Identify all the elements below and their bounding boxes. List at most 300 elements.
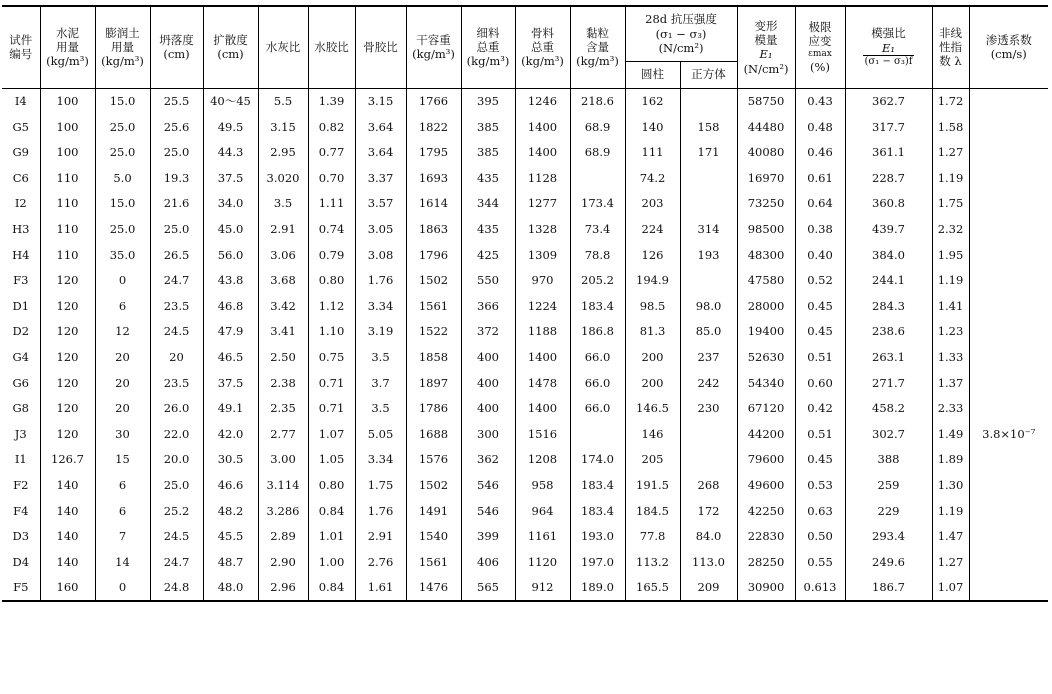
cell-fines: 300 bbox=[461, 421, 515, 447]
cell-clay: 78.8 bbox=[570, 242, 625, 268]
cell-spread: 49.5 bbox=[203, 114, 258, 140]
cell-cement: 110 bbox=[40, 216, 95, 242]
cell-nonlinear-index: 1.33 bbox=[932, 344, 969, 370]
cell-strain: 0.61 bbox=[795, 165, 845, 191]
cell-water-binder-ratio: 0.79 bbox=[308, 242, 355, 268]
cell-specimen-id: I4 bbox=[2, 88, 40, 114]
cell-specimen-id: D4 bbox=[12, 554, 30, 569]
cell-bentonite: 25.0 bbox=[95, 140, 150, 166]
cell-strength-cube: 171 bbox=[680, 140, 737, 166]
cell-nonlinear-index: 1.19 bbox=[932, 165, 969, 191]
cell-cement: 100 bbox=[40, 140, 95, 166]
cell-modulus-strength-ratio: 244.1 bbox=[845, 268, 932, 294]
table-row bbox=[2, 293, 1048, 319]
cell-cement: 140 bbox=[40, 549, 95, 575]
header-water-binder-ratio: 水胶比 bbox=[308, 6, 355, 88]
cell-water-cement-ratio: 3.06 bbox=[258, 242, 308, 268]
cell-clay: 197.0 bbox=[570, 549, 625, 575]
cell-slump: 19.3 bbox=[150, 165, 203, 191]
cell-aggregate-binder-ratio: 3.34 bbox=[355, 447, 406, 473]
header-fines: 细料 总重 (kg/m³) bbox=[461, 6, 515, 88]
cell-aggregate-binder-ratio: 5.05 bbox=[355, 421, 406, 447]
cell-strength-cylinder: 194.9 bbox=[625, 268, 680, 294]
cell-strength-cube: 158 bbox=[680, 114, 737, 140]
cell-modulus: 30900 bbox=[737, 575, 795, 602]
cell-permeability bbox=[969, 191, 1048, 217]
header-clay: 黏粒 含量 (kg/m³) bbox=[570, 6, 625, 88]
cell-water-binder-ratio: 0.84 bbox=[308, 575, 355, 602]
cell-strength-cube: 98.0 bbox=[680, 293, 737, 319]
cell-water-cement-ratio: 3.00 bbox=[258, 447, 308, 473]
cell-bentonite: 25.0 bbox=[95, 216, 150, 242]
cell-modulus: 28250 bbox=[737, 549, 795, 575]
cell-aggregate-binder-ratio: 3.05 bbox=[355, 216, 406, 242]
cell-strength-cube: 85.0 bbox=[680, 319, 737, 345]
cell-nonlinear-index: 1.27 bbox=[932, 549, 969, 575]
cell-modulus: 42250 bbox=[737, 498, 795, 524]
table-row bbox=[2, 114, 1048, 140]
cell-strength-cube bbox=[680, 447, 737, 473]
cell-permeability bbox=[969, 549, 1048, 575]
cell-aggregate-binder-ratio: 3.5 bbox=[355, 344, 406, 370]
cell-specimen-id: D3 bbox=[12, 529, 30, 544]
cell-dry-density: 1522 bbox=[406, 319, 461, 345]
cell-aggregate: 1277 bbox=[515, 191, 570, 217]
cell-bentonite: 25.0 bbox=[95, 114, 150, 140]
cell-dry-density: 1576 bbox=[406, 447, 461, 473]
cell-cement: 140 bbox=[40, 472, 95, 498]
cell-nonlinear-index: 1.30 bbox=[932, 472, 969, 498]
cell-water-binder-ratio: 1.00 bbox=[308, 549, 355, 575]
cell-cement: 100 bbox=[40, 114, 95, 140]
cell-strength-cylinder: 162 bbox=[625, 88, 680, 114]
cell-strength-cube: 268 bbox=[680, 472, 737, 498]
header-specimen: 试件 编号 bbox=[2, 6, 40, 88]
table-row bbox=[2, 319, 1048, 345]
table-body bbox=[2, 88, 1048, 601]
cell-water-cement-ratio: 2.96 bbox=[258, 575, 308, 602]
cell-water-binder-ratio: 0.80 bbox=[308, 268, 355, 294]
cell-water-binder-ratio: 1.07 bbox=[308, 421, 355, 447]
cell-fines: 546 bbox=[461, 498, 515, 524]
cell-strain: 0.55 bbox=[795, 549, 845, 575]
table-row bbox=[2, 498, 1048, 524]
cell-clay: 68.9 bbox=[570, 140, 625, 166]
cell-fines: 372 bbox=[461, 319, 515, 345]
cell-slump: 24.5 bbox=[150, 319, 203, 345]
cell-strength-cube: 209 bbox=[680, 575, 737, 602]
cell-strain: 0.40 bbox=[795, 242, 845, 268]
cell-strength-cylinder: 191.5 bbox=[625, 472, 680, 498]
cell-permeability bbox=[969, 88, 1048, 114]
cell-modulus-strength-ratio: 186.7 bbox=[845, 575, 932, 602]
cell-bentonite: 0 bbox=[95, 575, 150, 602]
cell-spread: 45.0 bbox=[203, 216, 258, 242]
cell-nonlinear-index: 1.58 bbox=[932, 114, 969, 140]
cell-spread: 56.0 bbox=[203, 242, 258, 268]
cell-cement: 120 bbox=[40, 421, 95, 447]
cell-strain: 0.613 bbox=[795, 575, 845, 602]
cell-water-binder-ratio: 1.10 bbox=[308, 319, 355, 345]
cell-modulus-strength-ratio: 317.7 bbox=[845, 114, 932, 140]
cell-strength-cylinder: 146 bbox=[625, 421, 680, 447]
cell-dry-density: 1491 bbox=[406, 498, 461, 524]
header-slump: 坍落度 (cm) bbox=[150, 6, 203, 88]
cell-nonlinear-index: 2.33 bbox=[932, 396, 969, 422]
cell-strength-cube: 237 bbox=[680, 344, 737, 370]
cell-aggregate-binder-ratio: 1.76 bbox=[355, 268, 406, 294]
cell-strength-cylinder: 113.2 bbox=[625, 549, 680, 575]
cell-spread: 47.9 bbox=[203, 319, 258, 345]
cell-permeability bbox=[969, 268, 1048, 294]
cell-strength-cylinder: 98.5 bbox=[625, 293, 680, 319]
cell-water-binder-ratio: 1.01 bbox=[308, 524, 355, 550]
cell-aggregate-binder-ratio: 1.75 bbox=[355, 472, 406, 498]
cell-modulus: 44200 bbox=[737, 421, 795, 447]
cell-slump: 25.6 bbox=[150, 114, 203, 140]
table-row bbox=[2, 344, 1048, 370]
cell-aggregate: 1400 bbox=[515, 396, 570, 422]
cell-spread: 49.1 bbox=[203, 396, 258, 422]
cell-slump: 26.5 bbox=[150, 242, 203, 268]
cell-strength-cylinder: 184.5 bbox=[625, 498, 680, 524]
cell-dry-density: 1897 bbox=[406, 370, 461, 396]
cell-spread: 45.5 bbox=[203, 524, 258, 550]
cell-aggregate: 1120 bbox=[515, 549, 570, 575]
cell-fines: 399 bbox=[461, 524, 515, 550]
cell-dry-density: 1561 bbox=[406, 549, 461, 575]
cell-clay: 193.0 bbox=[570, 524, 625, 550]
cell-water-cement-ratio: 2.38 bbox=[258, 370, 308, 396]
cell-modulus-strength-ratio: 360.8 bbox=[845, 191, 932, 217]
cell-nonlinear-index: 1.23 bbox=[932, 319, 969, 345]
cell-strain: 0.51 bbox=[795, 421, 845, 447]
cell-bentonite: 7 bbox=[95, 524, 150, 550]
cell-nonlinear-index: 1.47 bbox=[932, 524, 969, 550]
cell-modulus-strength-ratio: 293.4 bbox=[845, 524, 932, 550]
cell-specimen-id: F3 bbox=[13, 273, 29, 288]
cell-nonlinear-index: 1.27 bbox=[932, 140, 969, 166]
cell-strength-cylinder: 81.3 bbox=[625, 319, 680, 345]
cell-cement: 120 bbox=[40, 396, 95, 422]
cell-modulus: 58750 bbox=[737, 88, 795, 114]
cell-specimen-id: I1 bbox=[14, 452, 27, 467]
cell-strength-cube bbox=[680, 421, 737, 447]
cell-aggregate: 1128 bbox=[515, 165, 570, 191]
table-row bbox=[2, 575, 1048, 602]
cell-clay: 183.4 bbox=[570, 293, 625, 319]
cell-aggregate-binder-ratio: 3.15 bbox=[355, 88, 406, 114]
cell-fines: 406 bbox=[461, 549, 515, 575]
cell-aggregate: 1161 bbox=[515, 524, 570, 550]
cell-clay bbox=[570, 421, 625, 447]
cell-permeability bbox=[969, 242, 1048, 268]
cell-permeability bbox=[969, 344, 1048, 370]
cell-bentonite: 15.0 bbox=[95, 191, 150, 217]
cell-water-binder-ratio: 0.80 bbox=[308, 472, 355, 498]
cell-specimen-id: F5 bbox=[2, 575, 40, 602]
cell-dry-density: 1796 bbox=[406, 242, 461, 268]
cell-modulus-strength-ratio: 271.7 bbox=[845, 370, 932, 396]
cell-spread: 48.2 bbox=[203, 498, 258, 524]
cell-modulus: 47580 bbox=[737, 268, 795, 294]
cell-aggregate: 1516 bbox=[515, 421, 570, 447]
cell-slump: 26.0 bbox=[150, 396, 203, 422]
cell-permeability bbox=[969, 472, 1048, 498]
cell-specimen-id: I2 bbox=[14, 196, 27, 211]
cell-modulus: 19400 bbox=[737, 319, 795, 345]
cell-nonlinear-index: 1.19 bbox=[932, 498, 969, 524]
cell-water-binder-ratio: 0.71 bbox=[308, 370, 355, 396]
cell-strength-cube: 84.0 bbox=[680, 524, 737, 550]
table-row bbox=[2, 191, 1048, 217]
cell-fines: 395 bbox=[461, 88, 515, 114]
cell-specimen-id: G6 bbox=[12, 375, 29, 390]
cell-modulus-strength-ratio: 384.0 bbox=[845, 242, 932, 268]
cell-cement: 100 bbox=[40, 88, 95, 114]
cell-aggregate-binder-ratio: 3.19 bbox=[355, 319, 406, 345]
cell-specimen-id: D1 bbox=[12, 298, 30, 313]
cell-modulus: 22830 bbox=[737, 524, 795, 550]
cell-fines: 366 bbox=[461, 293, 515, 319]
cell-permeability bbox=[969, 447, 1048, 473]
table-row bbox=[2, 268, 1048, 294]
cell-aggregate: 1400 bbox=[515, 114, 570, 140]
cell-water-cement-ratio: 3.42 bbox=[258, 293, 308, 319]
cell-cement: 120 bbox=[40, 319, 95, 345]
cell-specimen-id: G5 bbox=[12, 119, 29, 134]
cell-fines: 435 bbox=[461, 216, 515, 242]
cell-permeability bbox=[969, 396, 1048, 422]
cell-fines: 362 bbox=[461, 447, 515, 473]
cell-bentonite: 15 bbox=[95, 447, 150, 473]
header-permeability: 渗透系数 (cm/s) bbox=[969, 6, 1048, 88]
cell-water-cement-ratio: 3.286 bbox=[258, 498, 308, 524]
cell-cement: 160 bbox=[40, 575, 95, 602]
cell-permeability bbox=[969, 216, 1048, 242]
cell-nonlinear-index: 1.19 bbox=[932, 268, 969, 294]
cell-cement: 120 bbox=[40, 344, 95, 370]
cell-bentonite: 14 bbox=[95, 549, 150, 575]
table-row bbox=[2, 242, 1048, 268]
cell-slump: 25.5 bbox=[150, 88, 203, 114]
header-strength-cylinder: 圆柱 bbox=[625, 61, 680, 88]
mix-properties-table bbox=[2, 5, 1048, 602]
cell-specimen-id: C6 bbox=[12, 170, 29, 185]
cell-modulus-strength-ratio: 229 bbox=[845, 498, 932, 524]
cell-dry-density: 1688 bbox=[406, 421, 461, 447]
cell-bentonite: 20 bbox=[95, 396, 150, 422]
cell-spread: 44.3 bbox=[203, 140, 258, 166]
cell-water-binder-ratio: 0.70 bbox=[308, 165, 355, 191]
cell-permeability bbox=[969, 293, 1048, 319]
cell-water-cement-ratio: 2.50 bbox=[258, 344, 308, 370]
cell-strain: 0.48 bbox=[795, 114, 845, 140]
cell-cement: 110 bbox=[40, 242, 95, 268]
cell-cement: 120 bbox=[40, 268, 95, 294]
cell-strength-cylinder: 165.5 bbox=[625, 575, 680, 602]
cell-aggregate-binder-ratio: 3.57 bbox=[355, 191, 406, 217]
cell-slump: 25.0 bbox=[150, 472, 203, 498]
cell-permeability bbox=[969, 114, 1048, 140]
cell-strength-cylinder: 140 bbox=[625, 114, 680, 140]
cell-strain: 0.46 bbox=[795, 140, 845, 166]
cell-nonlinear-index: 1.07 bbox=[932, 575, 969, 602]
cell-strain: 0.63 bbox=[795, 498, 845, 524]
cell-dry-density: 1786 bbox=[406, 396, 461, 422]
table-row bbox=[2, 216, 1048, 242]
cell-cement: 120 bbox=[40, 370, 95, 396]
cell-dry-density: 1693 bbox=[406, 165, 461, 191]
cell-fines: 400 bbox=[461, 344, 515, 370]
cell-fines: 385 bbox=[461, 114, 515, 140]
cell-clay: 68.9 bbox=[570, 114, 625, 140]
cell-strength-cube: 242 bbox=[680, 370, 737, 396]
cell-permeability bbox=[969, 370, 1048, 396]
cell-spread: 46.8 bbox=[203, 293, 258, 319]
table-row bbox=[2, 524, 1048, 550]
cell-permeability bbox=[969, 524, 1048, 550]
cell-clay: 173.4 bbox=[570, 191, 625, 217]
cell-modulus-strength-ratio: 263.1 bbox=[845, 344, 932, 370]
table-row bbox=[2, 140, 1048, 166]
cell-bentonite: 5.0 bbox=[95, 165, 150, 191]
cell-nonlinear-index: 1.72 bbox=[932, 88, 969, 114]
cell-strength-cube bbox=[680, 191, 737, 217]
header-modulus-strength-ratio: 模强比 $\frac{\text{E₁}}{\text{(σ₁ − σ₃)f}}$ bbox=[845, 6, 932, 88]
cell-strain: 0.51 bbox=[795, 344, 845, 370]
cell-strain: 0.45 bbox=[795, 447, 845, 473]
cell-dry-density: 1561 bbox=[406, 293, 461, 319]
cell-slump: 20 bbox=[150, 344, 203, 370]
cell-aggregate-binder-ratio: 3.64 bbox=[355, 114, 406, 140]
cell-aggregate: 970 bbox=[515, 268, 570, 294]
cell-aggregate: 1188 bbox=[515, 319, 570, 345]
cell-clay: 183.4 bbox=[570, 498, 625, 524]
table-row bbox=[2, 370, 1048, 396]
cell-aggregate: 1309 bbox=[515, 242, 570, 268]
cell-cement: 126.7 bbox=[40, 447, 95, 473]
cell-slump: 25.0 bbox=[150, 216, 203, 242]
cell-dry-density: 1766 bbox=[406, 88, 461, 114]
table-row bbox=[2, 396, 1048, 422]
cell-permeability bbox=[969, 575, 1048, 602]
cell-nonlinear-index: 1.75 bbox=[932, 191, 969, 217]
cell-aggregate: 1478 bbox=[515, 370, 570, 396]
cell-strength-cylinder: 126 bbox=[625, 242, 680, 268]
table-row bbox=[2, 421, 1048, 447]
cell-permeability bbox=[969, 140, 1048, 166]
cell-specimen-id: G8 bbox=[12, 401, 29, 416]
cell-slump: 24.7 bbox=[150, 268, 203, 294]
cell-spread: 42.0 bbox=[203, 421, 258, 447]
header-cement: 水泥 用量 (kg/m³) bbox=[40, 6, 95, 88]
cell-spread: 48.7 bbox=[203, 549, 258, 575]
cell-strain: 0.52 bbox=[795, 268, 845, 294]
cell-modulus-strength-ratio: 361.1 bbox=[845, 140, 932, 166]
cell-modulus: 52630 bbox=[737, 344, 795, 370]
cell-nonlinear-index: 1.37 bbox=[932, 370, 969, 396]
cell-modulus: 16970 bbox=[737, 165, 795, 191]
cell-nonlinear-index: 2.32 bbox=[932, 216, 969, 242]
cell-cement: 110 bbox=[40, 191, 95, 217]
cell-fines: 565 bbox=[461, 575, 515, 602]
cell-aggregate: 1224 bbox=[515, 293, 570, 319]
cell-permeability bbox=[969, 498, 1048, 524]
cell-slump: 24.8 bbox=[150, 575, 203, 602]
cell-aggregate-binder-ratio: 2.76 bbox=[355, 549, 406, 575]
cell-slump: 24.5 bbox=[150, 524, 203, 550]
cell-clay: 66.0 bbox=[570, 344, 625, 370]
cell-aggregate-binder-ratio: 3.5 bbox=[355, 396, 406, 422]
cell-fines: 344 bbox=[461, 191, 515, 217]
cell-strain: 0.50 bbox=[795, 524, 845, 550]
cell-modulus-strength-ratio: 249.6 bbox=[845, 549, 932, 575]
cell-strain: 0.45 bbox=[795, 293, 845, 319]
cell-strength-cube bbox=[680, 165, 737, 191]
cell-dry-density: 1863 bbox=[406, 216, 461, 242]
cell-bentonite: 15.0 bbox=[95, 88, 150, 114]
ratio-fraction: $\frac{\text{E₁}}{\text{(σ₁ − σ₃)f}}$ bbox=[864, 40, 913, 67]
cell-strain: 0.53 bbox=[795, 472, 845, 498]
cell-clay: 186.8 bbox=[570, 319, 625, 345]
cell-slump: 23.5 bbox=[150, 370, 203, 396]
cell-water-cement-ratio: 3.68 bbox=[258, 268, 308, 294]
cell-slump: 22.0 bbox=[150, 421, 203, 447]
cell-strain: 0.60 bbox=[795, 370, 845, 396]
cell-water-cement-ratio: 3.15 bbox=[258, 114, 308, 140]
cell-specimen-id: G9 bbox=[12, 145, 29, 160]
cell-clay: 66.0 bbox=[570, 370, 625, 396]
cell-aggregate: 1328 bbox=[515, 216, 570, 242]
cell-fines: 425 bbox=[461, 242, 515, 268]
cell-water-binder-ratio: 0.82 bbox=[308, 114, 355, 140]
cell-modulus-strength-ratio: 302.7 bbox=[845, 421, 932, 447]
cell-strength-cylinder: 205 bbox=[625, 447, 680, 473]
cell-dry-density: 1614 bbox=[406, 191, 461, 217]
header-water-cement-ratio: 水灰比 bbox=[258, 6, 308, 88]
cell-modulus-strength-ratio: 228.7 bbox=[845, 165, 932, 191]
cell-aggregate-binder-ratio: 1.76 bbox=[355, 498, 406, 524]
cell-water-cement-ratio: 2.91 bbox=[258, 216, 308, 242]
cell-strain: 0.43 bbox=[795, 88, 845, 114]
cell-clay bbox=[570, 165, 625, 191]
cell-modulus: 49600 bbox=[737, 472, 795, 498]
cell-strength-cube: 172 bbox=[680, 498, 737, 524]
cell-aggregate-binder-ratio: 2.91 bbox=[355, 524, 406, 550]
cell-clay: 189.0 bbox=[570, 575, 625, 602]
cell-specimen-id: F4 bbox=[13, 503, 29, 518]
cell-bentonite: 6 bbox=[95, 498, 150, 524]
cell-aggregate: 1400 bbox=[515, 344, 570, 370]
cell-aggregate: 912 bbox=[515, 575, 570, 602]
cell-cement: 140 bbox=[40, 524, 95, 550]
cell-specimen-id: H3 bbox=[12, 222, 30, 237]
cell-dry-density: 1795 bbox=[406, 140, 461, 166]
cell-spread: 37.5 bbox=[203, 370, 258, 396]
cell-nonlinear-index: 1.41 bbox=[932, 293, 969, 319]
cell-aggregate-binder-ratio: 3.08 bbox=[355, 242, 406, 268]
cell-clay: 205.2 bbox=[570, 268, 625, 294]
cell-cement: 110 bbox=[40, 165, 95, 191]
cell-modulus-strength-ratio: 362.7 bbox=[845, 88, 932, 114]
cell-water-binder-ratio: 0.84 bbox=[308, 498, 355, 524]
cell-slump: 25.2 bbox=[150, 498, 203, 524]
cell-cement: 140 bbox=[40, 498, 95, 524]
cell-slump: 20.0 bbox=[150, 447, 203, 473]
cell-aggregate-binder-ratio: 1.61 bbox=[355, 575, 406, 602]
cell-permeability: 3.8×10⁻⁷ bbox=[969, 421, 1048, 447]
